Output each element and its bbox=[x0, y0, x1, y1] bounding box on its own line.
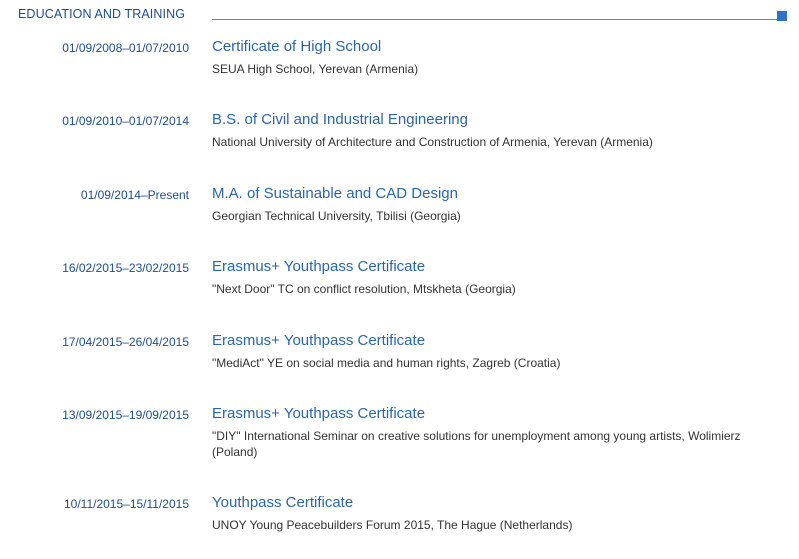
entry-description: UNOY Young Peacebuilders Forum 2015, The Hague (Netherlands) bbox=[212, 518, 573, 532]
entry-title: B.S. of Civil and Industrial Engineering bbox=[212, 111, 468, 128]
entry-description: "DIY" International Seminar on creative solutions for unemployment among young artists, Wolimierz (Poland) bbox=[212, 429, 741, 459]
section-marker-square bbox=[777, 11, 787, 21]
section-title: EDUCATION AND TRAINING bbox=[18, 7, 186, 21]
entry-description: "Next Door" TC on conflict resolution, Mtskheta (Georgia) bbox=[212, 282, 516, 296]
entry-description: Georgian Technical University, Tbilisi (Georgia) bbox=[212, 209, 461, 223]
entry-date: 01/09/2010–01/07/2014 bbox=[62, 114, 189, 128]
entry-date: 01/09/2008–01/07/2010 bbox=[62, 41, 189, 55]
entry-description: "MediAct" YE on social media and human rights, Zagreb (Croatia) bbox=[212, 356, 561, 370]
entry-title: Youthpass Certificate bbox=[212, 494, 354, 511]
entry-title: M.A. of Sustainable and CAD Design bbox=[212, 185, 458, 202]
entry-title: Erasmus+ Youthpass Certificate bbox=[212, 405, 426, 422]
section-divider bbox=[212, 19, 777, 20]
entry-date: 17/04/2015–26/04/2015 bbox=[62, 335, 189, 349]
entry-date: 16/02/2015–23/02/2015 bbox=[62, 261, 189, 275]
entry-title: Certificate of High School bbox=[212, 38, 382, 55]
entry-date: 01/09/2014–Present bbox=[80, 188, 189, 202]
entry-title: Erasmus+ Youthpass Certificate bbox=[212, 332, 426, 349]
section-header bbox=[0, 0, 799, 30]
entry-title: Erasmus+ Youthpass Certificate bbox=[212, 258, 426, 275]
entry-description: SEUA High School, Yerevan (Armenia) bbox=[212, 62, 419, 76]
entry-description: National University of Architecture and Construction of Armenia, Yerevan (Armenia) bbox=[212, 135, 653, 149]
entry-date: 10/11/2015–15/11/2015 bbox=[63, 497, 189, 511]
entry-date: 13/09/2015–19/09/2015 bbox=[62, 408, 189, 422]
